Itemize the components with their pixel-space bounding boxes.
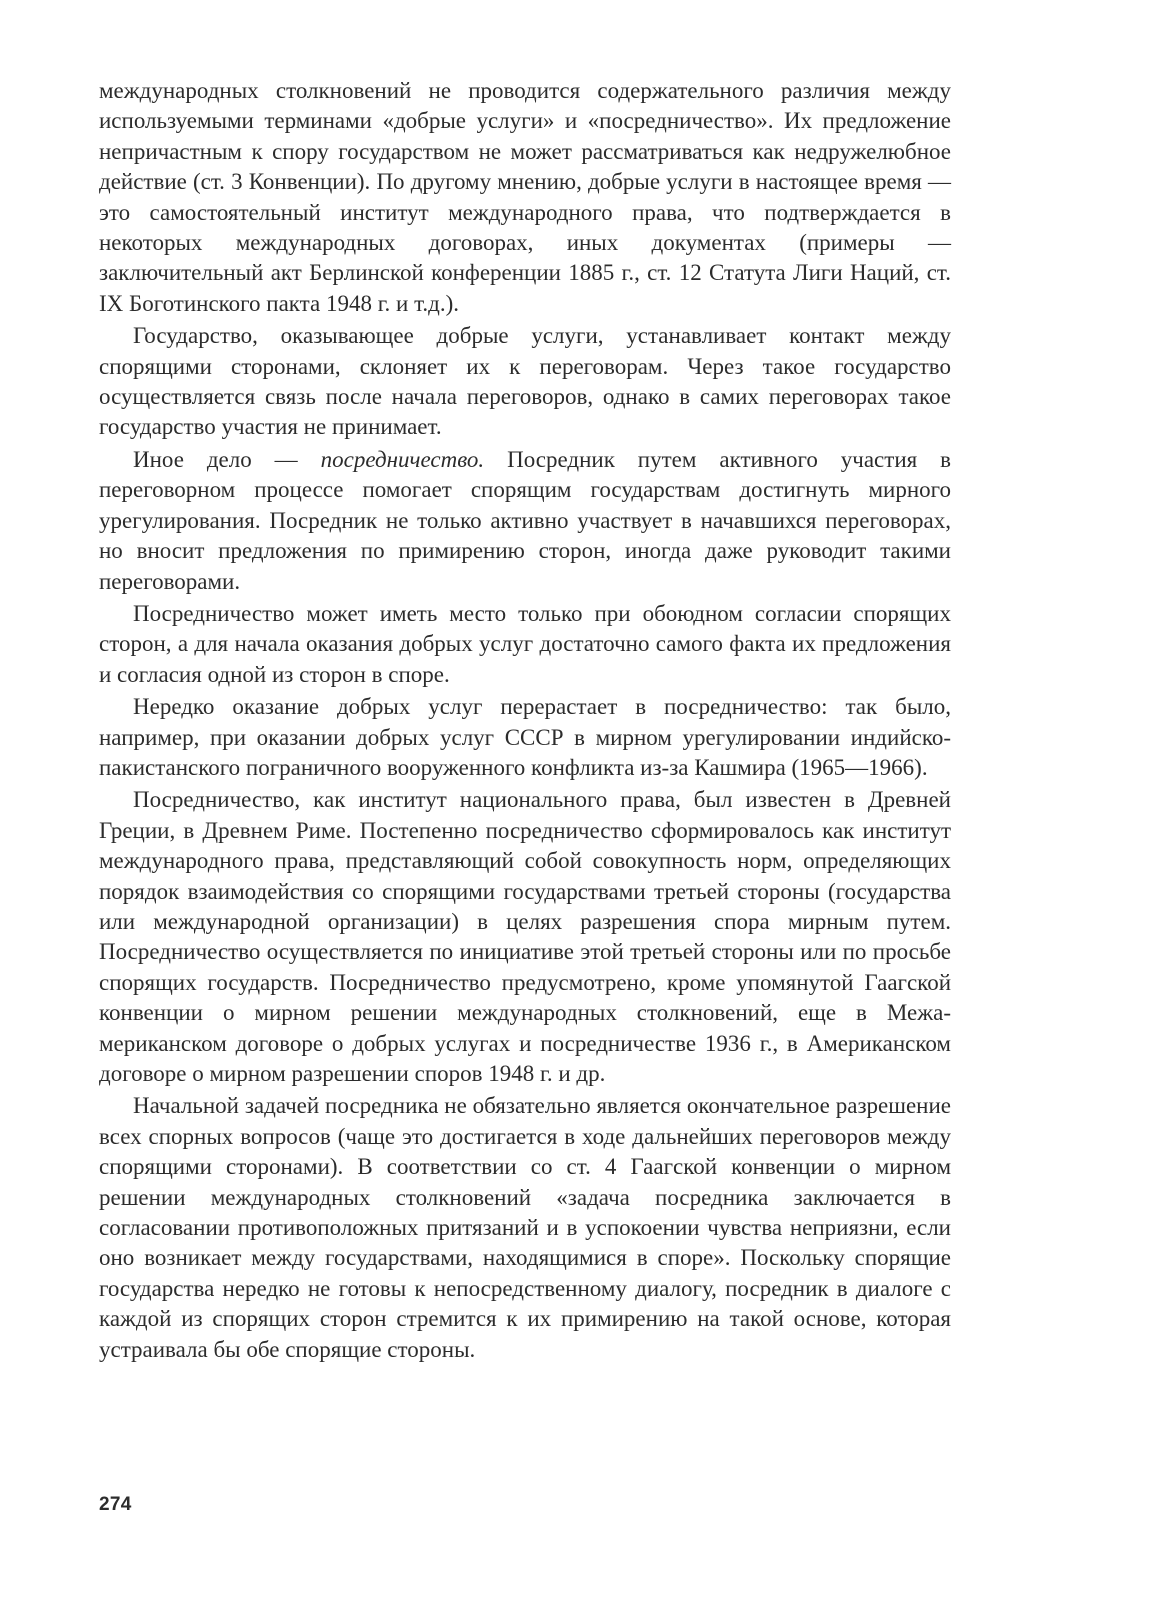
paragraph-lead-text: Иное дело — [133,446,321,472]
emphasized-term: посредничество. [320,446,485,472]
paragraph-kashmir-example: Нередко оказание добрых услуг перерастает в посредничество: так было, например, при оказании добрых услуг СССР в мирном урегулировании индийско-пакистанского пограничного вооруженного конфликта из-за Кашмира (1965—1966). [99,694,951,780]
paragraph-rest-text: Посредник путем активного участия в переговорном процессе помогает спорящим государствам достигнуть мирного урегулирования. Посредник не только активно участвует в начавшихся переговорах, но вносит предложения по примирению сторон, иногда даже руководит такими переговорами. [99,446,952,594]
paragraph-good-offices-state: Государство, оказывающее добрые услуги, устанавливает контакт между спорящими сторонами, склоняет их к переговорам. Через такое государство осуществляется связь после начала переговоров, однако в самих переговорах такое государство участия не принимает. [99,323,951,440]
paragraph-mutual-consent: Посредничество может иметь место только при обоюдном согласии спорящих сторон, а для начала оказания добрых услуг достаточно самого факта их предложения и согласия одной из сторон в споре. [99,600,951,687]
paragraph-mediation-definition [99,445,951,597]
page-body [99,76,951,1367]
paragraph-continuation: международных столкновений не проводится содержательного различия между используемыми терминами «добрые услуги» и «посредничество». Их предложение непричастным к спору государством не может рассматриваться как недружелюбное действие (ст. 3 Конвенции). По другому мнению, добрые услуги в настоящее время — это самостоятельный институт международного права, что подтверждается в некоторых международных договорах, иных документах (примеры — заключительный акт Берлинской конференции 1885 г., ст. 12 Статута Лиги Наций, ст. IX Боготинского пакта 1948 г. и т.д.). [99,78,951,316]
paragraph-mediator-task: Начальной задачей посредника не обязательно является окончательное разрешение всех спорных вопросов (чаще это достигается в ходе дальнейших переговоров между спорящими сторонами). В соответствии со ст. 4 Гаагской конвенции о мирном решении международных столкновений «задача посредника заключается в согласовании противоположных притязаний и в успокоении чувства неприязни, если оно возникает между государствами, находящимися в споре». Поскольку спорящие государства нередко не готовы к непосредственному диалогу, посредник в диалоге с каждой из спорящих сторон стремится к их примирению на такой основе, которая устраивала бы обе спорящие стороны. [99,1093,951,1362]
paragraph-mediation-history: Посредничество, как институт национального права, был известен в Древней Греции, в Древнем Риме. Постепенно посредничество сформировалось как институт международного права, представляющий собой совокупность норм, определяющих порядок взаимодействия со спорящими государствами третьей стороны (государства или международной организации) в целях разрешения спора мирным путем. Посредничество осуществляется по инициативе этой третьей стороны или по просьбе спорящих государств. Посредничество предусмотрено, кроме упомянутой Гаагской конвенции о мирном решении международных столкновений, еще в Межамериканском договоре о добрых услугах и посредничестве 1936 г., в Американском договоре о мирном разрешении споров 1948 г. и др. [99,787,951,1086]
page-number: 274 [99,1494,132,1515]
